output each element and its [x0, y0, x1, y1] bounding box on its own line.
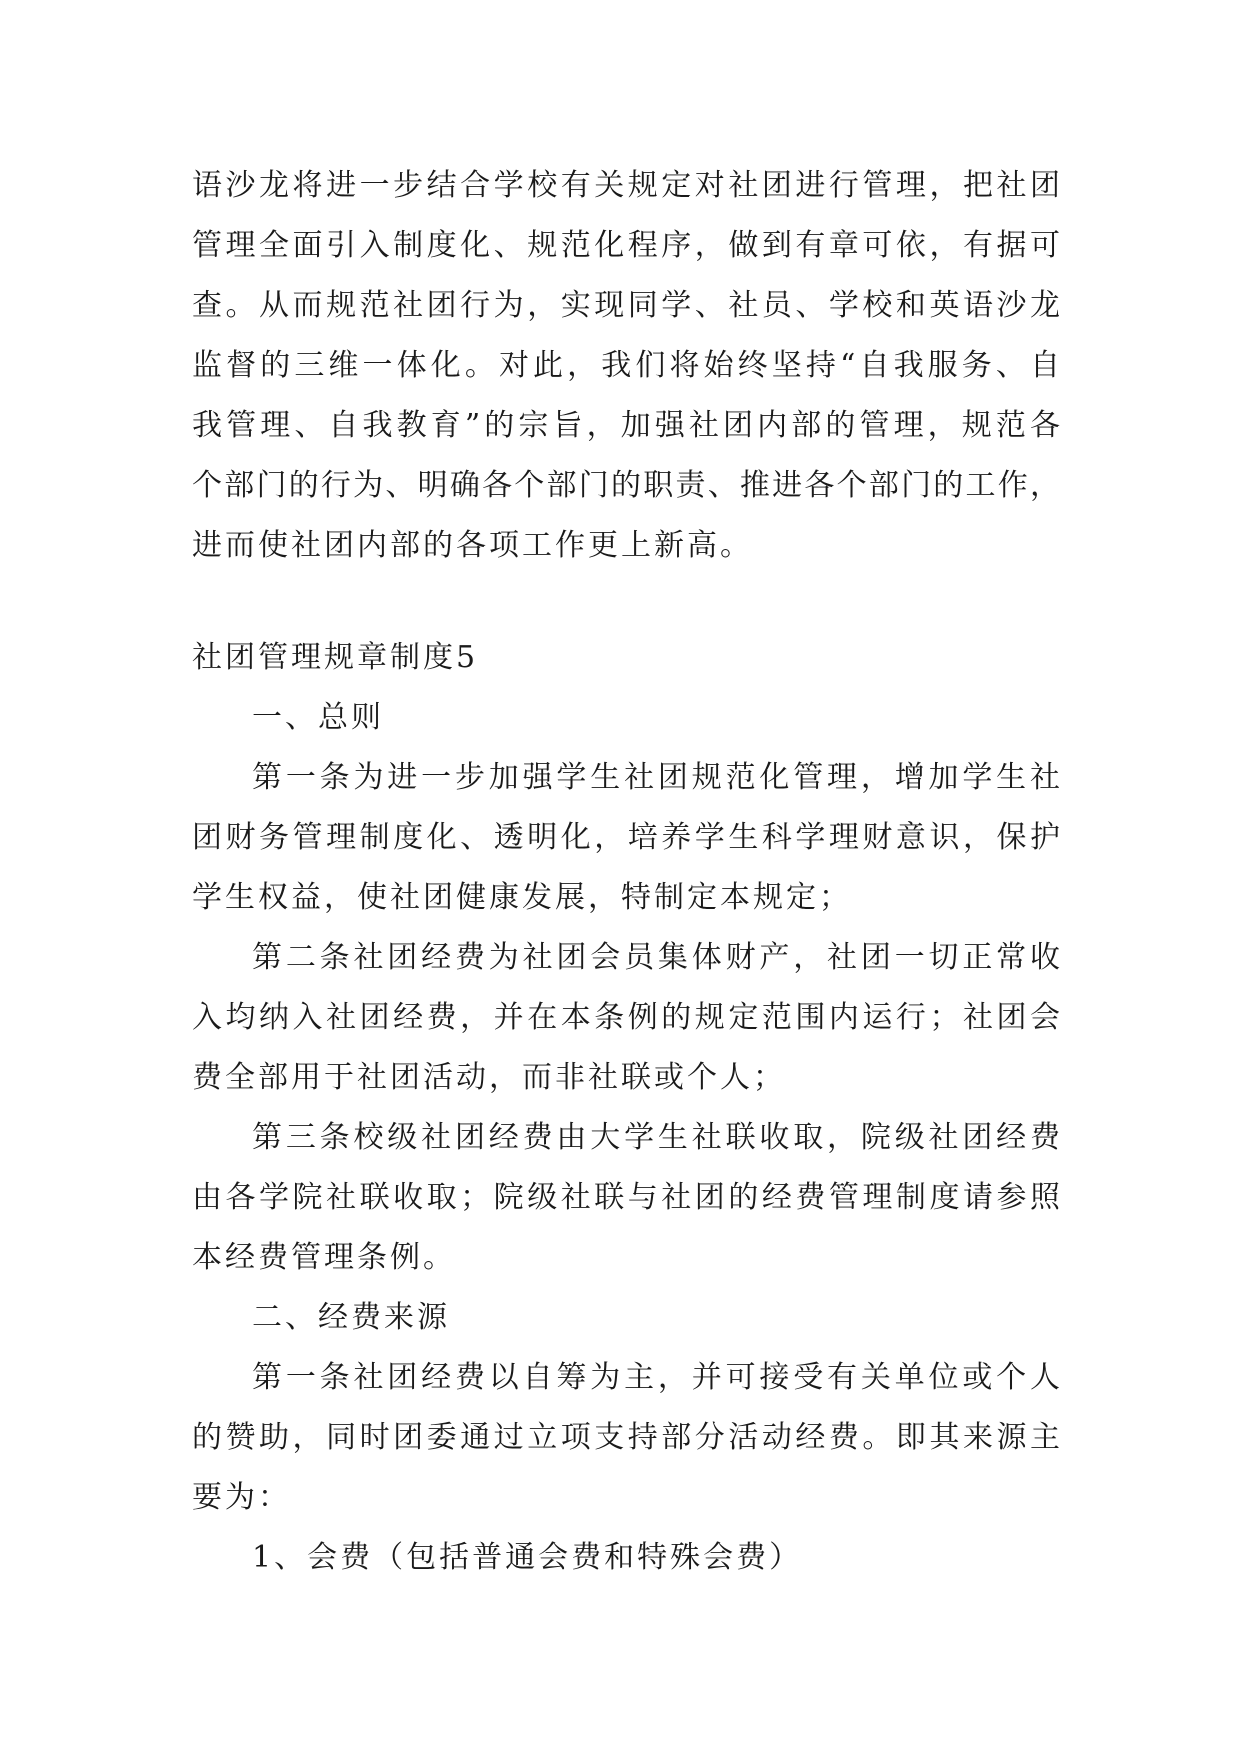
article-line: 第二条社团经费为社团会员集体财产，社团一切正常收 — [252, 940, 1060, 975]
article-line: 第一条为进一步加强学生社团规范化管理，增加学生社 — [252, 760, 1060, 795]
paragraph-line: 查。从而规范社团行为，实现同学、社员、学校和英语沙龙 — [192, 288, 1060, 323]
paragraph-line: 监督的三维一体化。对此，我们将始终坚持“自我服务、自 — [192, 348, 1060, 383]
paragraph-line: 个部门的行为、明确各个部门的职责、推进各个部门的工作， — [192, 468, 1060, 503]
paragraph-line: 进而使社团内部的各项工作更上新高。 — [192, 528, 753, 563]
article-line: 第一条社团经费以自筹为主，并可接受有关单位或个人 — [252, 1360, 1060, 1395]
article-line: 费全部用于社团活动，而非社联或个人； — [192, 1060, 786, 1095]
article-line: 由各学院社联收取；院级社联与社团的经费管理制度请参照 — [192, 1180, 1060, 1215]
list-item: 1、会费（包括普通会费和特殊会费） — [252, 1540, 803, 1575]
article-line: 第三条校级社团经费由大学生社联收取，院级社团经费 — [252, 1120, 1060, 1155]
article-line: 团财务管理制度化、透明化，培养学生科学理财意识，保护 — [192, 820, 1060, 855]
article-line: 要为： — [192, 1480, 291, 1515]
article-line: 的赞助，同时团委通过立项支持部分活动经费。即其来源主 — [192, 1420, 1060, 1455]
paragraph-line: 我管理、自我教育”的宗旨，加强社团内部的管理，规范各 — [192, 408, 1060, 443]
article-line: 入均纳入社团经费，并在本条例的规定范围内运行；社团会 — [192, 1000, 1060, 1035]
section-title: 社团管理规章制度5 — [192, 640, 479, 675]
heading-funding-sources: 二、经费来源 — [252, 1300, 450, 1335]
heading-general-provisions: 一、总则 — [252, 700, 384, 735]
article-line: 学生权益，使社团健康发展，特制定本规定； — [192, 880, 852, 915]
article-line: 本经费管理条例。 — [192, 1240, 456, 1275]
paragraph-line: 管理全面引入制度化、规范化程序，做到有章可依，有据可 — [192, 228, 1060, 263]
paragraph-line: 语沙龙将进一步结合学校有关规定对社团进行管理，把社团 — [192, 168, 1060, 203]
